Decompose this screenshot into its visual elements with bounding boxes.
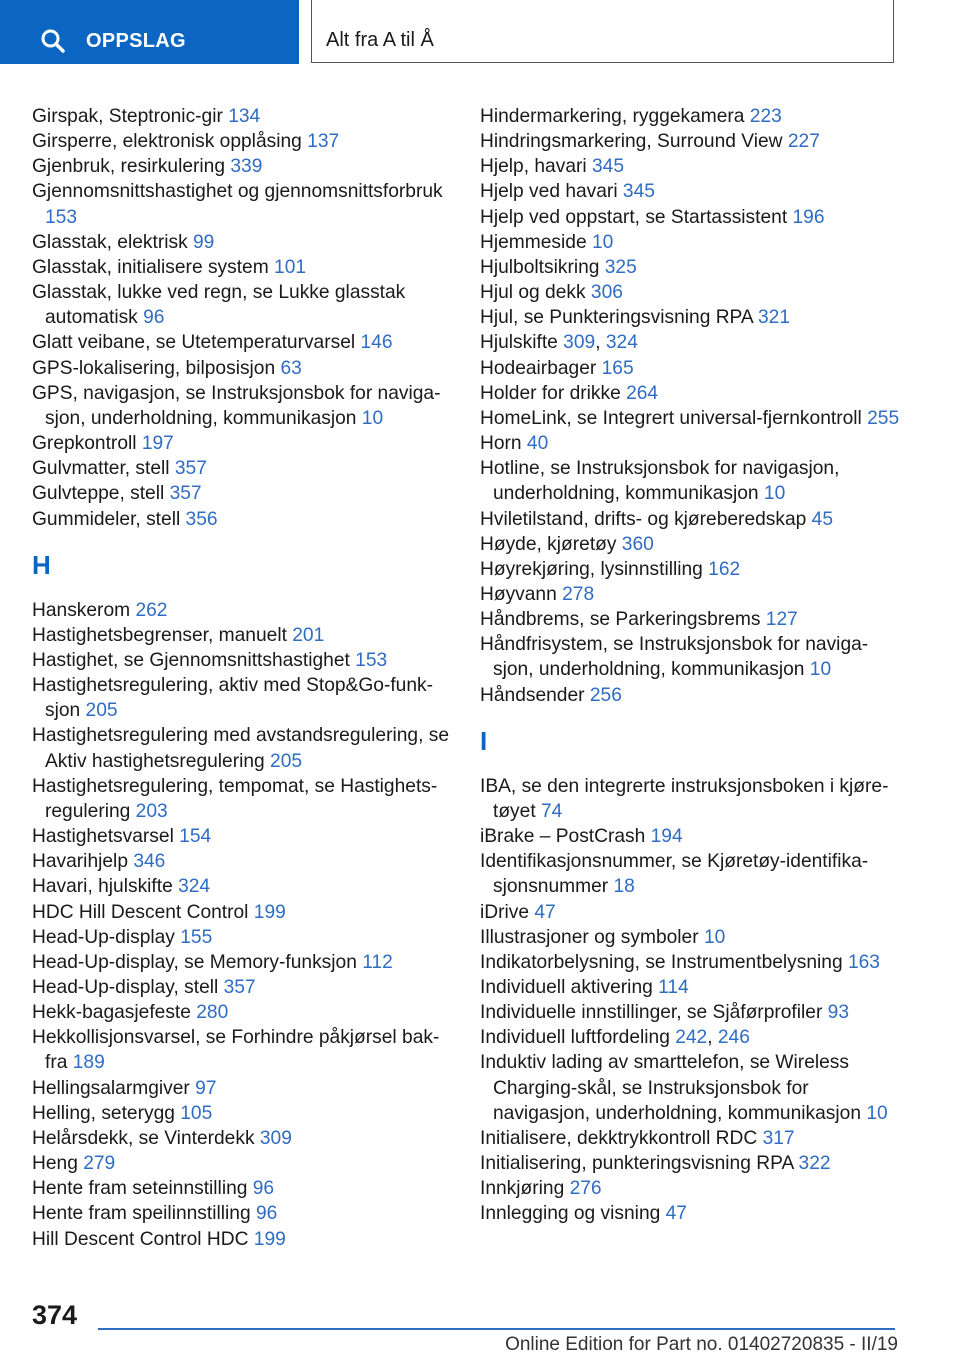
page-link[interactable]: 99 — [193, 231, 215, 253]
index-entry — [32, 900, 452, 925]
index-term: Hekk-bagasjefeste — [32, 1002, 197, 1024]
page-link[interactable]: 324 — [605, 332, 638, 354]
page-link[interactable]: 101 — [274, 256, 307, 278]
index-entry — [480, 356, 900, 381]
index-entry — [480, 975, 900, 1000]
page-link[interactable]: 356 — [185, 508, 218, 530]
page-link[interactable]: 264 — [626, 382, 659, 404]
page-link[interactable]: 10 — [361, 407, 384, 429]
index-entry — [480, 255, 900, 280]
index-term: Girsperre, elektronisk opplåsing — [32, 131, 308, 153]
page-link[interactable]: 137 — [307, 131, 340, 153]
index-entry — [480, 774, 900, 824]
index-entry — [480, 683, 900, 708]
index-term: Hente fram seteinnstilling — [32, 1178, 253, 1200]
page-link[interactable]: 346 — [133, 851, 166, 873]
index-entry — [480, 154, 900, 179]
index-term: Hastighetsregulering med avstandsregulering, se Aktiv hastighetsregulering — [32, 725, 450, 772]
index-term: Høyrekjøring, lysinnstilling — [480, 558, 709, 580]
index-entry — [480, 507, 900, 532]
index-term: Gulvteppe, stell — [32, 483, 170, 505]
index-entry — [32, 255, 452, 280]
page-link[interactable]: 127 — [765, 609, 798, 631]
index-term: Gulvmatter, stell — [32, 458, 175, 480]
page-link[interactable]: 201 — [292, 624, 325, 646]
page-link[interactable]: 153 — [355, 649, 388, 671]
index-term: Hindermarkering, ryggekamera — [480, 106, 750, 127]
index-term: IBA, se den integrerte instruksjonsboken i kjøretøyet — [480, 775, 889, 822]
index-term: Hekkollisjonsvarsel, se Forhindre påkjørsel bakfra — [32, 1027, 440, 1074]
index-term: HomeLink, se Integrert universal-fjernkontroll — [480, 407, 868, 429]
index-entry — [480, 607, 900, 632]
index-term: Hodeairbager — [480, 357, 602, 379]
index-column-left — [32, 104, 452, 1252]
index-term: Håndfrisystem, se Instruksjonsbok for navigasjon, underholdning, kommunikasjon — [480, 634, 869, 681]
index-term: Innkjøring — [480, 1178, 570, 1200]
index-entry — [32, 925, 452, 950]
index-term: Helling, seterygg — [32, 1102, 181, 1124]
index-term: iDrive — [480, 901, 535, 923]
index-entry — [480, 104, 900, 129]
index-entry — [480, 1050, 900, 1125]
page-link[interactable]: 93 — [827, 1002, 850, 1024]
page-link[interactable]: 322 — [798, 1153, 831, 1175]
index-entry — [480, 1151, 900, 1176]
index-entry — [480, 431, 900, 456]
index-term: Høyde, kjøretøy — [480, 533, 622, 555]
page-separator: , — [707, 1027, 718, 1049]
index-term: Individuell luftfordeling — [480, 1027, 676, 1049]
index-term: HDC Hill Descent Control — [32, 901, 254, 923]
index-entry — [480, 456, 900, 506]
index-entry — [32, 154, 452, 179]
page-link[interactable]: 97 — [195, 1077, 217, 1099]
index-entry — [32, 280, 452, 330]
page-link[interactable]: 96 — [252, 1178, 275, 1200]
page-link[interactable]: 309 — [259, 1127, 292, 1149]
page-link[interactable]: 223 — [749, 106, 782, 127]
section-tab-label: Alt fra A til Å — [326, 29, 434, 51]
index-term: Hjelp, havari — [480, 156, 592, 178]
index-term: Grepkontroll — [32, 433, 142, 455]
index-term: Indikatorbelysning, se Instrumentbelysning — [480, 951, 848, 973]
index-entry — [480, 849, 900, 899]
page-link[interactable]: 10 — [763, 483, 786, 505]
page-link[interactable]: 205 — [85, 700, 118, 722]
page-link[interactable]: 321 — [758, 307, 791, 329]
index-term: Hjul, se Punkteringsvisning RPA — [480, 307, 758, 329]
index-entry — [32, 230, 452, 255]
page-link[interactable]: 262 — [135, 599, 168, 621]
footer-rule — [98, 1328, 895, 1330]
page-link[interactable]: 199 — [253, 1228, 286, 1250]
page-link[interactable]: 194 — [650, 826, 683, 848]
section-tab[interactable] — [311, 0, 894, 63]
page-link[interactable]: 40 — [526, 433, 549, 455]
index-entry — [480, 406, 900, 431]
index-term: Hastighetsregulering, tempomat, se Hastighetsregulering — [32, 775, 438, 822]
index-entry — [32, 104, 452, 129]
index-term: Gummideler, stell — [32, 508, 186, 530]
index-entry — [32, 1201, 452, 1226]
index-entry — [32, 950, 452, 975]
index-entry — [32, 330, 452, 355]
index-term: Gjenbruk, resirkulering — [32, 156, 231, 178]
index-term: Hjulskifte — [480, 332, 564, 354]
page-link[interactable]: 357 — [223, 977, 256, 998]
page-link[interactable]: 227 — [787, 131, 820, 153]
index-entry — [32, 356, 452, 381]
page-link[interactable]: 255 — [867, 407, 900, 429]
page-link[interactable]: 360 — [621, 533, 654, 555]
page-link[interactable]: 165 — [601, 357, 634, 379]
index-term: GPS, navigasjon, se Instruksjonsbok for navigasjon, underholdning, kommunikasjon — [32, 382, 441, 429]
index-term: Heng — [32, 1153, 84, 1175]
index-term: Individuell aktivering — [480, 977, 659, 998]
index-term: Havarihjelp — [32, 851, 134, 873]
index-term: Head-Up-display — [32, 926, 181, 948]
index-term: Havari, hjulskifte — [32, 876, 179, 898]
index-entry — [480, 230, 900, 255]
oppslag-tab-label: OPPSLAG — [86, 30, 186, 52]
index-entry — [32, 648, 452, 673]
index-term: Initialisering, punkteringsvisning RPA — [480, 1153, 799, 1175]
index-term: Initialisere, dekktrykkontroll RDC — [480, 1127, 763, 1149]
index-entry — [32, 1126, 452, 1151]
index-entry — [32, 598, 452, 623]
index-entry — [480, 900, 900, 925]
index-entry — [480, 925, 900, 950]
page-link[interactable]: 317 — [762, 1127, 795, 1149]
index-term: Hente fram speilinnstilling — [32, 1203, 256, 1225]
index-letter-heading: H — [32, 549, 51, 580]
page-link[interactable]: 324 — [178, 876, 211, 898]
index-term: Håndbrems, se Parkeringsbrems — [480, 609, 766, 631]
index-entry — [32, 1151, 452, 1176]
index-term: Individuelle innstillinger, se Sjåførprofiler — [480, 1002, 828, 1024]
index-term: Helårsdekk, se Vinterdekk — [32, 1127, 260, 1149]
index-entry — [32, 1101, 452, 1126]
page-link[interactable]: 45 — [811, 508, 833, 530]
index-term: Hjemmeside — [480, 231, 592, 253]
index-entry — [480, 1025, 900, 1050]
page-link[interactable]: 339 — [230, 156, 263, 178]
index-entry — [480, 305, 900, 330]
index-entry — [32, 1176, 452, 1201]
index-term: Hellingsalarmgiver — [32, 1077, 196, 1099]
index-entry — [480, 1201, 900, 1226]
page-link[interactable]: 196 — [792, 206, 825, 228]
page-link[interactable]: 242 — [675, 1027, 708, 1049]
page-link[interactable]: 47 — [534, 901, 556, 923]
index-term: Hastighetsvarsel — [32, 826, 180, 848]
index-term: Head-Up-display, se Memory-funksjon — [32, 951, 363, 973]
index-entry — [32, 774, 452, 824]
index-entry — [480, 950, 900, 975]
page-link[interactable]: 10 — [809, 659, 832, 681]
index-term: Hjulboltsikring — [480, 256, 605, 278]
index-term: GPS-lokalisering, bilposisjon — [32, 357, 281, 379]
index-term: Illustrasjoner og symboler — [480, 926, 704, 948]
index-entry — [480, 381, 900, 406]
index-term: Hastighetsbegrenser, manuelt — [32, 624, 293, 646]
index-entry — [32, 874, 452, 899]
index-entry — [32, 1025, 452, 1075]
index-term: Høyvann — [480, 583, 563, 605]
page-link[interactable]: 96 — [143, 307, 165, 329]
page-link[interactable]: 154 — [179, 826, 212, 848]
index-entry — [480, 632, 900, 682]
page-link[interactable]: 47 — [665, 1203, 687, 1225]
index-entry — [480, 582, 900, 607]
page-link[interactable]: 246 — [717, 1027, 750, 1049]
index-entry — [480, 557, 900, 582]
index-entry — [32, 179, 452, 229]
page-link[interactable]: 325 — [604, 256, 637, 278]
index-entry — [480, 179, 900, 204]
page-link[interactable]: 10 — [866, 1102, 888, 1124]
page-link[interactable]: 279 — [83, 1153, 116, 1175]
edition-footer: Online Edition for Part no. 01402720835 - II/19 — [505, 1334, 898, 1355]
page-link[interactable]: 189 — [72, 1052, 105, 1074]
page-link[interactable]: 163 — [847, 951, 880, 973]
page-link[interactable]: 10 — [591, 231, 614, 253]
page-link[interactable]: 63 — [280, 357, 302, 379]
page-link[interactable]: 74 — [540, 800, 563, 822]
page-link[interactable]: 345 — [622, 181, 655, 203]
index-entry — [32, 1076, 452, 1101]
index-letter-heading: I — [480, 725, 488, 756]
page-link[interactable]: 203 — [135, 800, 168, 822]
index-term: Hjelp ved havari — [480, 181, 623, 203]
index-entry — [32, 381, 452, 431]
index-term: Induktiv lading av smarttelefon, se Wireless Charging-skål, se Instruksjonsbok for navigasjon, underholdning, kommunikasjon — [480, 1052, 867, 1124]
page-link[interactable]: 345 — [591, 156, 624, 178]
index-term: Glasstak, lukke ved regn, se Lukke glasstak automatisk — [32, 282, 406, 329]
index-entry — [32, 507, 452, 532]
index-entry — [32, 824, 452, 849]
page-link[interactable]: 10 — [703, 926, 726, 948]
index-term: Hanskerom — [32, 599, 136, 621]
page-link[interactable]: 105 — [180, 1102, 213, 1124]
page-link[interactable]: 280 — [196, 1002, 229, 1024]
index-entry — [32, 129, 452, 154]
index-term: Hjelp ved oppstart, se Startassistent — [480, 206, 793, 228]
index-entry — [32, 723, 452, 773]
index-entry — [32, 1227, 452, 1252]
page-link[interactable]: 278 — [562, 583, 595, 605]
index-entry — [480, 280, 900, 305]
page-link[interactable]: 18 — [613, 876, 635, 898]
index-term: Gjennomsnittshastighet og gjennomsnittsforbruk — [32, 181, 443, 203]
index-term: Hill Descent Control HDC — [32, 1228, 254, 1250]
oppslag-tab[interactable] — [0, 0, 299, 64]
index-entry — [480, 1000, 900, 1025]
page-link[interactable]: 155 — [180, 926, 213, 948]
page-link[interactable]: 306 — [590, 282, 623, 304]
page-link[interactable]: 112 — [362, 951, 393, 973]
page-link[interactable]: 197 — [141, 433, 174, 455]
index-entry — [32, 456, 452, 481]
index-term: Hviletilstand, drifts- og kjøreberedskap — [480, 508, 812, 530]
index-term: Glasstak, elektrisk — [32, 231, 194, 253]
index-term: Håndsender — [480, 684, 590, 706]
index-term: Horn — [480, 433, 527, 455]
index-term: Identifikasjonsnummer, se Kjøretøy-identifikasjonsnummer — [480, 851, 869, 898]
page-link[interactable]: 309 — [563, 332, 596, 354]
index-entry — [32, 673, 452, 723]
index-term: Hastighet, se Gjennomsnittshastighet — [32, 649, 356, 671]
page-link[interactable]: 205 — [270, 750, 303, 772]
page-link[interactable]: 134 — [228, 106, 261, 127]
index-term: Holder for drikke — [480, 382, 627, 404]
index-entry — [480, 532, 900, 557]
search-icon — [40, 28, 66, 54]
index-entry — [32, 1000, 452, 1025]
index-term: iBrake – PostCrash — [480, 826, 651, 848]
page-link[interactable]: 357 — [169, 483, 202, 505]
page-link[interactable]: 114 — [658, 977, 689, 998]
index-term: Glasstak, initialisere system — [32, 256, 275, 278]
index-entry — [480, 1126, 900, 1151]
index-entry — [32, 849, 452, 874]
page-separator: , — [595, 332, 606, 354]
index-term: Hotline, se Instruksjonsbok for navigasjon, underholdning, kommunikasjon — [480, 458, 840, 505]
page-link[interactable]: 162 — [708, 558, 741, 580]
index-term: Innlegging og visning — [480, 1203, 666, 1225]
index-term: Hjul og dekk — [480, 282, 591, 304]
index-entry — [480, 1176, 900, 1201]
page-link[interactable]: 153 — [45, 206, 78, 228]
index-entry — [480, 824, 900, 849]
index-entry — [32, 431, 452, 456]
index-entry — [480, 205, 900, 230]
index-entry — [480, 330, 900, 355]
page-link[interactable]: 146 — [360, 332, 393, 354]
page-link[interactable]: 199 — [253, 901, 286, 923]
index-term: Girspak, Steptronic-gir — [32, 106, 229, 127]
index-term: Hastighetsregulering, aktiv med Stop&Go-funksjon — [32, 675, 433, 722]
index-term: Hindringsmarkering, Surround View — [480, 131, 788, 153]
index-term: Head-Up-display, stell — [32, 977, 224, 998]
index-term: Glatt veibane, se Utetemperaturvarsel — [32, 332, 361, 354]
page-link[interactable]: 357 — [174, 458, 207, 480]
index-entry — [480, 129, 900, 154]
index-entry — [32, 481, 452, 506]
page-link[interactable]: 256 — [589, 684, 622, 706]
index-entry — [32, 623, 452, 648]
index-entry — [32, 975, 452, 1000]
page-link[interactable]: 276 — [569, 1178, 602, 1200]
index-column-right — [480, 104, 900, 1227]
page-number: 374 — [32, 1300, 78, 1330]
page-link[interactable]: 96 — [255, 1203, 278, 1225]
